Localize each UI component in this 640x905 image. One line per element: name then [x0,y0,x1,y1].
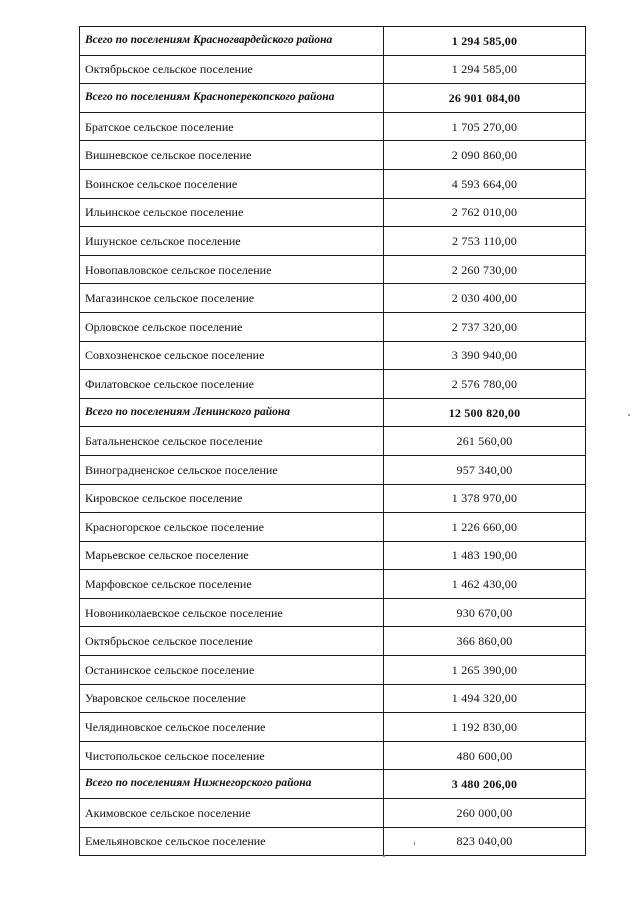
table-body [80,27,586,856]
settlement-row [80,284,586,313]
settlement-amount: 2 737 320,00 [384,312,586,341]
settlement-name: Кировское сельское поселение [80,484,384,513]
settlement-row [80,713,586,742]
settlement-name: Останинское сельское поселение [80,656,384,685]
settlement-name: Орловское сельское поселение [80,312,384,341]
settlement-row [80,169,586,198]
settlement-amount: 260 000,00 [384,799,586,828]
settlement-name: Магазинское сельское поселение [80,284,384,313]
district-total-label: Всего по поселениям Нижнегорского района [80,770,384,799]
settlement-row [80,427,586,456]
settlement-name: Красногорское сельское поселение [80,513,384,542]
district-total-row [80,770,586,799]
settlement-name: Емельяновское сельское поселение [80,827,384,856]
settlement-amount: 366 860,00 [384,627,586,656]
settlement-name: Акимовское сельское поселение [80,799,384,828]
settlement-amount: 1 294 585,00 [384,55,586,84]
settlement-amount: 1 462 430,00 [384,570,586,599]
settlement-row [80,198,586,227]
settlement-row [80,141,586,170]
settlement-amount: 1 483 190,00 [384,541,586,570]
settlement-amount: 2 090 860,00 [384,141,586,170]
settlement-name: Братское сельское поселение [80,112,384,141]
settlement-row [80,370,586,399]
settlement-amount: 480 600,00 [384,741,586,770]
settlement-row [80,455,586,484]
settlement-name: Новопавловское сельское поселение [80,255,384,284]
scan-speck [383,855,385,857]
settlement-amount: 2 753 110,00 [384,227,586,256]
settlement-amount: 2 260 730,00 [384,255,586,284]
settlement-amount: 957 340,00 [384,455,586,484]
district-total-label: Всего по поселениям Красноперекопского района [80,84,384,113]
settlement-amount: 1 226 660,00 [384,513,586,542]
settlement-name: Октябрьское сельское поселение [80,627,384,656]
settlement-name: Октябрьское сельское поселение [80,55,384,84]
settlement-name: Марьевское сельское поселение [80,541,384,570]
settlement-amount: 930 670,00 [384,598,586,627]
settlement-row [80,684,586,713]
scan-speck [414,842,415,845]
settlement-amount: 261 560,00 [384,427,586,456]
settlement-row [80,570,586,599]
district-total-row [80,27,586,56]
settlement-amount: 1 192 830,00 [384,713,586,742]
settlement-row [80,827,586,856]
document-page [79,26,586,856]
settlement-name: Совхозненское сельское поселение [80,341,384,370]
settlement-name: Ильинское сельское поселение [80,198,384,227]
settlement-amount: 4 593 664,00 [384,169,586,198]
settlement-row [80,55,586,84]
district-total-amount: 12 500 820,00 [384,398,586,427]
scan-speck [628,414,630,416]
settlement-row [80,656,586,685]
settlement-row [80,112,586,141]
settlement-amount: 823 040,00 [384,827,586,856]
district-total-amount: 1 294 585,00 [384,27,586,56]
settlement-name: Челядиновское сельское поселение [80,713,384,742]
settlement-name: Марфовское сельское поселение [80,570,384,599]
settlement-row [80,627,586,656]
district-total-label: Всего по поселениям Ленинского района [80,398,384,427]
settlement-amount: 3 390 940,00 [384,341,586,370]
settlement-name: Уваровское сельское поселение [80,684,384,713]
settlement-name: Виноградненское сельское поселение [80,455,384,484]
settlement-amount: 1 378 970,00 [384,484,586,513]
settlement-name: Новониколаевское сельское поселение [80,598,384,627]
district-total-amount: 26 901 084,00 [384,84,586,113]
settlement-row [80,255,586,284]
settlement-amount: 2 762 010,00 [384,198,586,227]
settlement-amount: 1 265 390,00 [384,656,586,685]
settlements-table [79,26,586,856]
settlement-row [80,541,586,570]
district-total-row [80,84,586,113]
settlement-row [80,312,586,341]
settlement-amount: 1 705 270,00 [384,112,586,141]
settlement-amount: 1 494 320,00 [384,684,586,713]
settlement-row [80,741,586,770]
settlement-row [80,227,586,256]
settlement-name: Ишунское сельское поселение [80,227,384,256]
settlement-name: Вишневское сельское поселение [80,141,384,170]
settlement-amount: 2 576 780,00 [384,370,586,399]
settlement-row [80,799,586,828]
district-total-label: Всего по поселениям Красногвардейского района [80,27,384,56]
settlement-amount: 2 030 400,00 [384,284,586,313]
settlement-row [80,484,586,513]
settlement-row [80,341,586,370]
district-total-amount: 3 480 206,00 [384,770,586,799]
settlement-name: Филатовское сельское поселение [80,370,384,399]
settlement-name: Чистопольское сельское поселение [80,741,384,770]
settlement-row [80,513,586,542]
settlement-row [80,598,586,627]
district-total-row [80,398,586,427]
settlement-name: Воинское сельское поселение [80,169,384,198]
settlement-name: Батальненское сельское поселение [80,427,384,456]
